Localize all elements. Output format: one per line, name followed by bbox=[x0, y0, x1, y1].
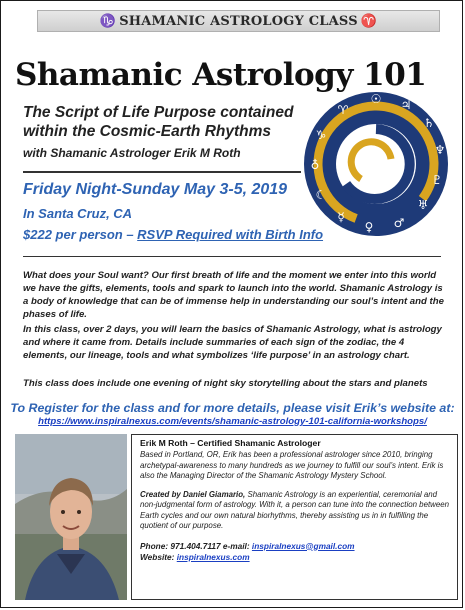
email-link[interactable]: inspiralnexus@gmail.com bbox=[251, 540, 355, 551]
created-by-label: Created by Daniel Giamario, bbox=[140, 489, 246, 499]
banner-text: SHAMANIC ASTROLOGY CLASS bbox=[119, 13, 358, 29]
instructor-line: with Shamanic Astrologer Erik M Roth bbox=[23, 146, 241, 160]
website-line bbox=[140, 552, 449, 563]
class-banner bbox=[37, 10, 440, 32]
svg-text:♀: ♀ bbox=[364, 220, 374, 234]
bio-text: Based in Portland, OR, Erik has been a professional astrologer since 2010, bringing archetypal-awareness to many hundreds as we journey to fulfill our soul’s intent. Erik is also the Managing Director of the Shamanic Astrology Mystery School. bbox=[140, 450, 444, 480]
svg-text:♃: ♃ bbox=[400, 98, 412, 112]
svg-text:☿: ☿ bbox=[337, 210, 345, 224]
class-paragraph: In this class, over 2 days, you will learn the basics of Shamanic Astrology, what is astrology and where it came from. Details include summaries of each sign of the zodiac, the 4 elements, our lineage, tools and what symbolizes ‘life purpose’ in an astrology chart. bbox=[23, 324, 442, 361]
svg-text:☉: ☉ bbox=[370, 92, 382, 106]
svg-text:♄: ♄ bbox=[423, 116, 435, 130]
event-dates: Friday Night-Sunday May 3-5, 2019 bbox=[23, 181, 288, 198]
svg-text:♁: ♁ bbox=[310, 158, 320, 172]
price-text: $222 per person – bbox=[23, 227, 138, 242]
phone-label: Phone: 971.404.7117 e-mail: bbox=[140, 540, 252, 551]
capricorn-icon: ♑ bbox=[99, 13, 117, 29]
bio-name: Erik M Roth – Certified Shamanic Astrologer bbox=[140, 438, 321, 448]
divider bbox=[23, 171, 301, 173]
subtitle: The Script of Life Purpose contained within the Cosmic-Earth Rhythms bbox=[23, 104, 294, 140]
zodiac-logo bbox=[301, 89, 451, 239]
created-by-text bbox=[140, 490, 449, 532]
website-link[interactable]: inspiralnexus.com bbox=[176, 551, 250, 562]
created-description: Shamanic Astrology is an experiential, ceremonial and non-judgmental form of astrology. With it, a person can tune into the connection between Earth cycles and our own natural biorhythms, thereby assisting us in in fulfilling the quotient of our purpose. bbox=[140, 489, 450, 530]
svg-text:♂: ♂ bbox=[393, 216, 405, 230]
register-heading: To Register for the class and for more details, please visit Erik’s website at: bbox=[10, 401, 455, 415]
divider bbox=[23, 256, 441, 257]
instructor-photo bbox=[15, 434, 127, 600]
svg-text:☾: ☾ bbox=[315, 188, 327, 202]
intro-paragraph: What does your Soul want? Our first breath of life and the moment we enter into this world we have the gifts, elements, tools and spark to launch into the world. Shamanic Astrology is a body of knowledge that can be of immense help in understanding our soul’s intent and the phases of life. bbox=[23, 270, 444, 320]
svg-text:♇: ♇ bbox=[431, 173, 443, 187]
svg-text:♑: ♑ bbox=[315, 128, 327, 142]
register-link[interactable]: https://www.inspiralnexus.com/events/shamanic-astrology-101-california-workshops/ bbox=[38, 416, 427, 427]
rsvp-note: RSVP Required with Birth Info bbox=[137, 227, 324, 242]
website-label: Website: bbox=[140, 551, 177, 562]
svg-text:♆: ♆ bbox=[434, 143, 446, 157]
svg-text:♈: ♈ bbox=[337, 103, 349, 117]
aries-icon: ♈ bbox=[360, 13, 378, 29]
page-title: Shamanic Astrology 101 bbox=[15, 57, 427, 93]
svg-text:♅: ♅ bbox=[417, 198, 429, 212]
event-price bbox=[23, 227, 323, 242]
contact-line bbox=[140, 541, 449, 552]
event-location: In Santa Cruz, CA bbox=[23, 206, 133, 221]
storytelling-paragraph: This class does include one evening of night sky storytelling about the stars and planets bbox=[23, 378, 428, 389]
bio-box bbox=[131, 434, 458, 600]
